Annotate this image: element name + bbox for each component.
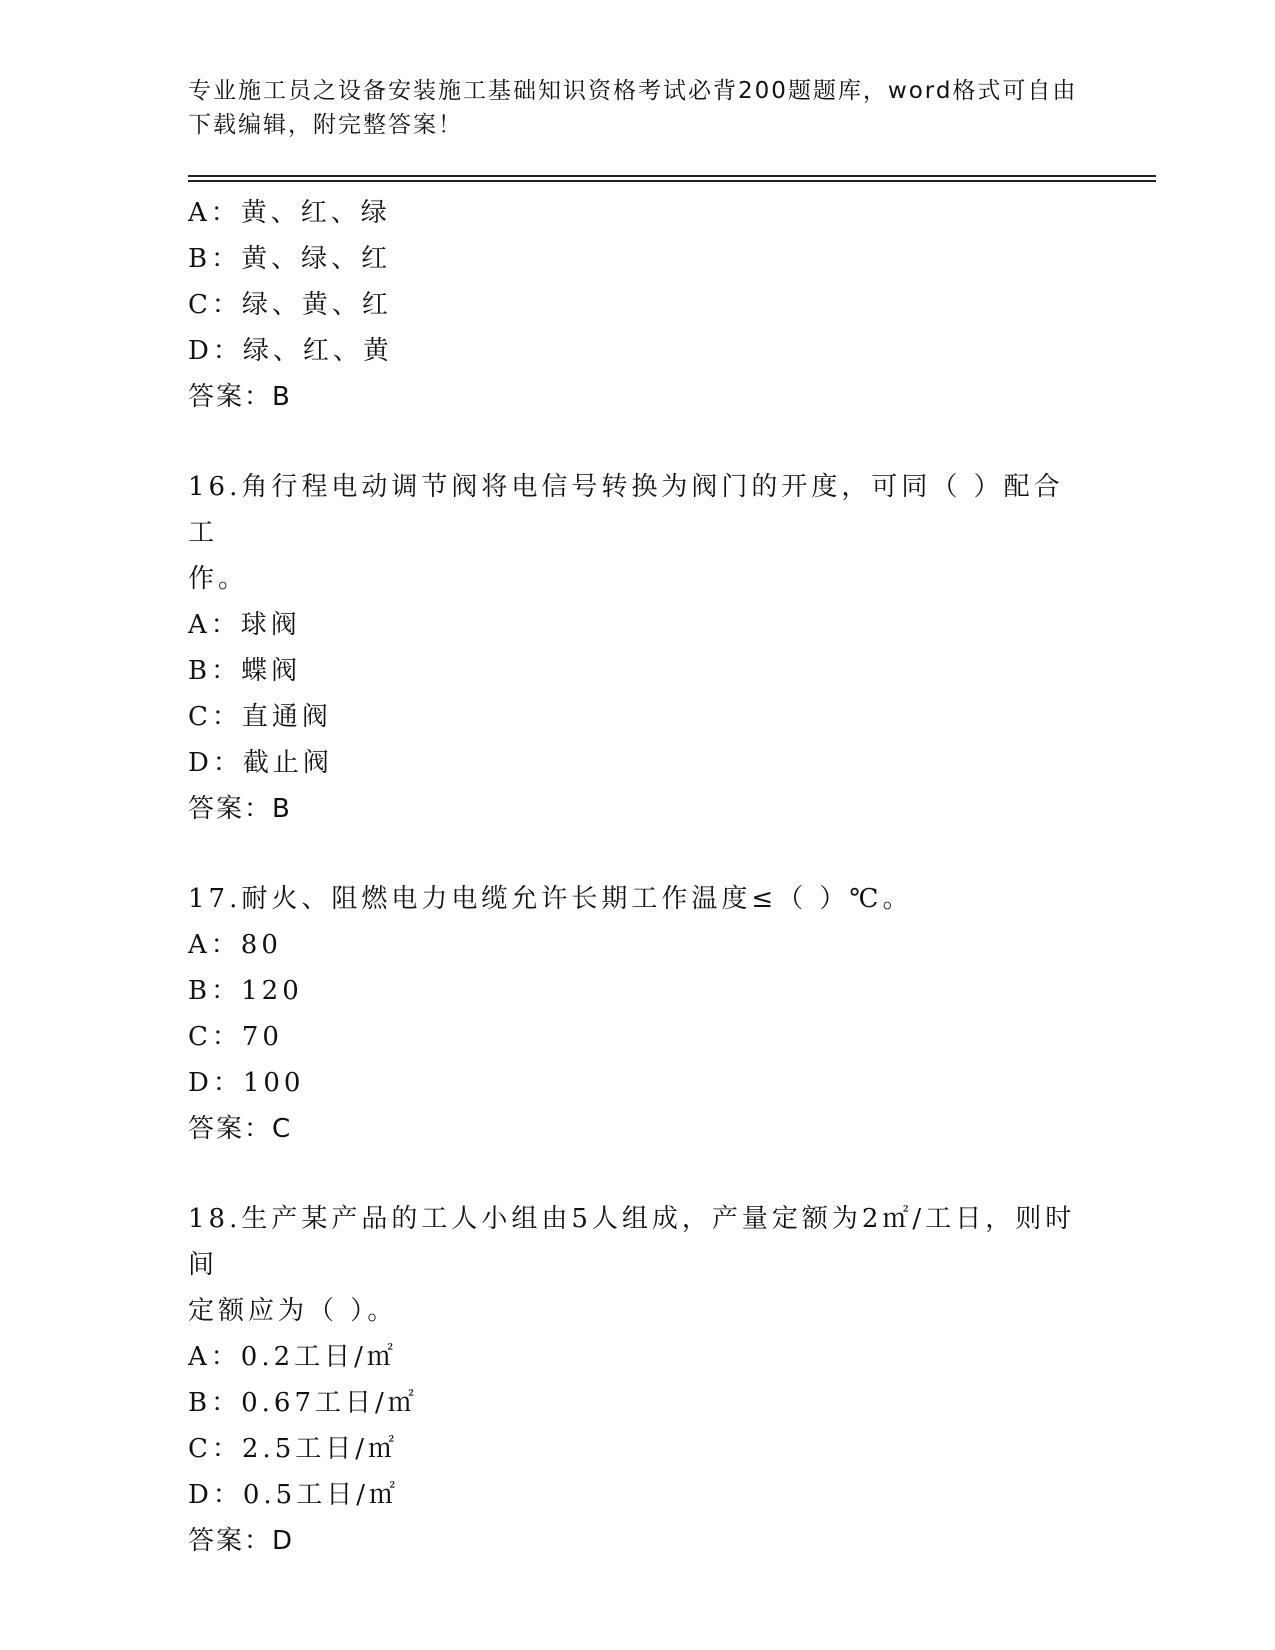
option-a: A：0.2工日/㎡ bbox=[188, 1342, 397, 1372]
option-b: B：0.67工日/㎡ bbox=[188, 1388, 418, 1418]
option-d: D：截止阀 bbox=[188, 748, 333, 778]
header-divider-top bbox=[188, 175, 1156, 177]
question-list bbox=[188, 190, 1088, 1564]
header-divider-bottom bbox=[188, 180, 1156, 182]
question-stem-line-1: 17.耐火、阻燃电力电缆允许长期工作温度≤（ ）℃。 bbox=[188, 884, 913, 914]
question-18 bbox=[188, 1196, 1088, 1564]
document-header bbox=[188, 74, 1078, 142]
question-16 bbox=[188, 464, 1088, 832]
answer: 答案：B bbox=[188, 382, 292, 412]
question-stem-line-1: 16.角行程电动调节阀将电信号转换为阀门的开度，可同（ ）配合工 bbox=[188, 472, 1064, 548]
question-stem-line-2: 作。 bbox=[188, 564, 249, 594]
header-title-line-1: 专业施工员之设备安装施工基础知识资格考试必背200题题库，word格式可自由 bbox=[188, 78, 1078, 104]
answer: 答案：C bbox=[188, 1114, 293, 1144]
option-b: B：蝶阀 bbox=[188, 656, 302, 686]
question-stem-line-1: 18.生产某产品的工人小组由5人组成，产量定额为2㎡/工日，则时间 bbox=[188, 1204, 1076, 1280]
option-c: C：直通阀 bbox=[188, 702, 332, 732]
option-d: D：0.5工日/㎡ bbox=[188, 1480, 399, 1510]
option-c: C：绿、黄、红 bbox=[188, 290, 392, 320]
answer: 答案：D bbox=[188, 1526, 295, 1556]
option-a: A：黄、红、绿 bbox=[188, 198, 391, 228]
option-a: A：80 bbox=[188, 930, 282, 960]
answer: 答案：B bbox=[188, 794, 292, 824]
option-d: D：绿、红、黄 bbox=[188, 336, 393, 366]
option-b: B：120 bbox=[188, 976, 303, 1006]
option-d: D：100 bbox=[188, 1068, 305, 1098]
option-c: C：2.5工日/㎡ bbox=[188, 1434, 399, 1464]
header-title-line-2: 下载编辑，附完整答案！ bbox=[188, 112, 463, 138]
question-stem-line-2: 定额应为（ ）。 bbox=[188, 1296, 398, 1326]
question-17 bbox=[188, 876, 1088, 1152]
option-b: B：黄、绿、红 bbox=[188, 244, 392, 274]
question-15 bbox=[188, 190, 1088, 420]
option-c: C：70 bbox=[188, 1022, 283, 1052]
option-a: A：球阀 bbox=[188, 610, 301, 640]
